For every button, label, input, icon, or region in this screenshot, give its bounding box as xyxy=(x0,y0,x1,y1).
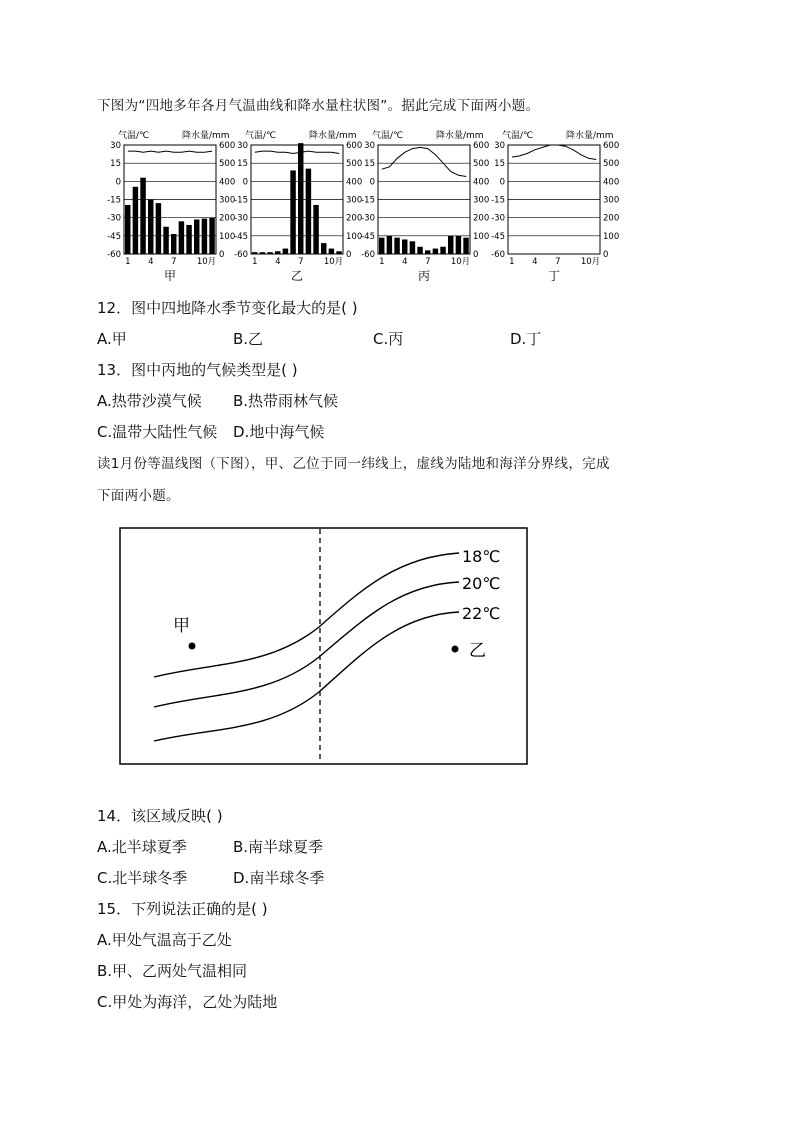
precip-bar xyxy=(402,239,407,254)
precip-bar xyxy=(329,249,334,254)
temp-tick: 0 xyxy=(242,177,248,188)
isotherm-20 xyxy=(154,582,459,707)
precip-bar xyxy=(440,247,445,254)
isotherm-18 xyxy=(154,553,459,677)
temp-tick: -30 xyxy=(491,213,505,224)
x-tick: 4 xyxy=(148,257,154,267)
q12-stem: 12．图中四地降水季节变化最大的是( ) xyxy=(97,299,358,317)
precip-bar xyxy=(321,243,326,254)
precip-bar xyxy=(171,234,176,254)
temp-tick: -60 xyxy=(107,250,121,260)
precip-bar xyxy=(125,205,130,254)
point-yi xyxy=(452,646,459,653)
precip-axis-label: 降水量/mm xyxy=(309,131,357,141)
precip-bar xyxy=(290,170,295,254)
precip-axis-label: 降水量/mm xyxy=(436,131,484,141)
precip-bar xyxy=(313,205,318,254)
climate-charts xyxy=(0,0,794,290)
temp-tick: 0 xyxy=(369,177,375,188)
temp-tick: 0 xyxy=(499,177,505,188)
temp-tick: -30 xyxy=(107,213,121,224)
precip-bar xyxy=(163,227,168,254)
precip-tick: 100 xyxy=(603,231,620,242)
precip-tick: 200 xyxy=(603,213,620,224)
precip-bar xyxy=(156,203,161,254)
precip-tick: 400 xyxy=(603,177,620,188)
temp-axis-label: 气温/℃ xyxy=(502,131,534,141)
precip-tick: 500 xyxy=(346,159,363,170)
precip-tick: 600 xyxy=(473,141,490,151)
temp-line xyxy=(382,147,466,176)
point-jia xyxy=(189,643,196,650)
x-tick: 4 xyxy=(275,257,281,267)
q15-option-b[interactable]: B.甲、乙两处气温相同 xyxy=(97,962,248,980)
temp-tick: 15 xyxy=(494,159,505,170)
precip-tick: 500 xyxy=(219,159,236,170)
label-18c: 18℃ xyxy=(462,547,501,566)
q12-option-b[interactable]: B.乙 xyxy=(233,330,264,348)
precip-bar xyxy=(463,238,468,254)
chart-name: 甲 xyxy=(163,269,177,283)
q14-option-c[interactable]: C.北半球冬季 xyxy=(97,869,188,887)
q13-option-d[interactable]: D.地中海气候 xyxy=(233,423,325,441)
x-tick: 10月 xyxy=(580,257,601,267)
precip-tick: 0 xyxy=(346,250,352,260)
precip-tick: 200 xyxy=(219,213,236,224)
temp-line xyxy=(512,145,596,160)
chart-name: 丙 xyxy=(417,269,431,283)
temp-line xyxy=(255,151,339,153)
temp-tick: -60 xyxy=(234,250,248,260)
x-tick: 1 xyxy=(379,257,385,267)
q12-option-d[interactable]: D.丁 xyxy=(510,330,542,348)
precip-bar xyxy=(394,238,399,254)
label-22c: 22℃ xyxy=(462,604,501,623)
temp-tick: -15 xyxy=(491,195,505,206)
precip-tick: 300 xyxy=(346,195,363,206)
temp-tick: 30 xyxy=(364,141,375,151)
q14-stem: 14．该区域反映( ) xyxy=(97,807,223,825)
precip-tick: 400 xyxy=(473,177,490,188)
q14-option-d[interactable]: D.南半球冬季 xyxy=(233,869,325,887)
precip-bar xyxy=(267,252,272,254)
precip-bar xyxy=(186,225,191,254)
chart-name: 丁 xyxy=(547,269,561,283)
x-tick: 7 xyxy=(555,257,561,267)
precip-tick: 300 xyxy=(603,195,620,206)
temp-tick: 30 xyxy=(110,141,121,151)
precip-bar xyxy=(410,241,415,254)
q13-option-a[interactable]: A.热带沙漠气候 xyxy=(97,392,202,410)
x-tick: 1 xyxy=(252,257,258,267)
x-tick: 1 xyxy=(125,257,131,267)
q14-option-a[interactable]: A.北半球夏季 xyxy=(97,838,187,856)
precip-tick: 600 xyxy=(603,141,620,151)
label-20c: 20℃ xyxy=(462,574,501,593)
precip-bar xyxy=(209,218,214,254)
q15-stem: 15．下列说法正确的是( ) xyxy=(97,900,268,918)
q13-option-c[interactable]: C.温带大陆性气候 xyxy=(97,423,218,441)
q15-option-a[interactable]: A.甲处气温高于乙处 xyxy=(97,931,232,949)
precip-bar xyxy=(194,219,199,254)
temp-tick: 30 xyxy=(237,141,248,151)
precip-bar xyxy=(425,250,430,254)
temp-tick: -45 xyxy=(361,231,375,242)
precip-tick: 100 xyxy=(346,231,363,242)
x-tick: 7 xyxy=(425,257,431,267)
precip-bar xyxy=(148,200,153,255)
temp-tick: -60 xyxy=(361,250,375,260)
q12-option-c[interactable]: C.丙 xyxy=(373,330,404,348)
x-tick: 4 xyxy=(402,257,408,267)
precip-bar xyxy=(179,221,184,254)
chart-name: 乙 xyxy=(290,269,304,283)
precip-bar xyxy=(379,238,384,254)
x-tick: 10月 xyxy=(196,257,217,267)
q13-option-b[interactable]: B.热带雨林气候 xyxy=(233,392,339,410)
precip-bar xyxy=(260,252,265,254)
temp-tick: 15 xyxy=(110,159,121,170)
x-tick: 7 xyxy=(298,257,304,267)
precip-tick: 200 xyxy=(346,213,363,224)
precip-bar xyxy=(387,236,392,254)
precip-bar xyxy=(306,169,311,254)
precip-bar xyxy=(133,187,138,254)
x-tick: 10月 xyxy=(323,257,344,267)
temp-tick: -60 xyxy=(491,250,505,260)
x-tick: 1 xyxy=(509,257,515,267)
precip-axis-label: 降水量/mm xyxy=(182,131,230,141)
precip-tick: 600 xyxy=(219,141,236,151)
precip-tick: 500 xyxy=(473,159,490,170)
precip-axis-label: 降水量/mm xyxy=(566,131,614,141)
precip-bar xyxy=(298,143,303,254)
temp-tick: -30 xyxy=(361,213,375,224)
temp-axis-label: 气温/℃ xyxy=(245,131,277,141)
precip-tick: 400 xyxy=(219,177,236,188)
q14-option-b[interactable]: B.南半球夏季 xyxy=(233,838,324,856)
precip-tick: 500 xyxy=(603,159,620,170)
q15-option-c[interactable]: C.甲处为海洋，乙处为陆地 xyxy=(97,993,278,1011)
intro2-line2: 下面两小题。 xyxy=(97,488,180,504)
precip-tick: 0 xyxy=(603,250,609,260)
q12-option-a[interactable]: A.甲 xyxy=(97,330,127,348)
point-label-yi: 乙 xyxy=(469,641,486,661)
precip-tick: 300 xyxy=(219,195,236,206)
precip-tick: 0 xyxy=(473,250,479,260)
isotherm-22 xyxy=(154,612,459,741)
temp-tick: -15 xyxy=(361,195,375,206)
temp-tick: 30 xyxy=(494,141,505,151)
temp-tick: -45 xyxy=(107,231,121,242)
intro-text: 下图为“四地多年各月气温曲线和降水量柱状图”。据此完成下面两小题。 xyxy=(97,98,540,114)
precip-tick: 0 xyxy=(219,250,225,260)
temp-tick: 0 xyxy=(115,177,121,188)
q13-stem: 13．图中丙地的气候类型是( ) xyxy=(97,361,298,379)
precip-bar xyxy=(448,236,453,254)
temp-tick: 15 xyxy=(364,159,375,170)
temp-axis-label: 气温/℃ xyxy=(118,131,150,141)
x-tick: 7 xyxy=(171,257,177,267)
x-tick: 10月 xyxy=(450,257,471,267)
precip-bar xyxy=(283,249,288,254)
precip-bar xyxy=(433,249,438,254)
temp-tick: -30 xyxy=(234,213,248,224)
precip-bar xyxy=(417,247,422,254)
temp-tick: -15 xyxy=(234,195,248,206)
precip-bar xyxy=(252,252,257,254)
isotherm-map xyxy=(119,527,529,767)
x-tick: 4 xyxy=(532,257,538,267)
precip-bar xyxy=(202,219,207,254)
temp-tick: -45 xyxy=(491,231,505,242)
precip-tick: 100 xyxy=(219,231,236,242)
temp-tick: -15 xyxy=(107,195,121,206)
temp-axis-label: 气温/℃ xyxy=(372,131,404,141)
intro2-line1: 读1月份等温线图（下图），甲、乙位于同一纬线上，虚线为陆地和海洋分界线，完成 xyxy=(97,456,610,472)
precip-bar xyxy=(336,251,341,254)
temp-line xyxy=(128,151,212,152)
temp-tick: -45 xyxy=(234,231,248,242)
precip-tick: 600 xyxy=(346,141,363,151)
precip-tick: 400 xyxy=(346,177,363,188)
precip-bar xyxy=(456,236,461,254)
precip-tick: 200 xyxy=(473,213,490,224)
precip-tick: 300 xyxy=(473,195,490,206)
point-label-jia: 甲 xyxy=(173,616,190,636)
temp-tick: 15 xyxy=(237,159,248,170)
precip-bar xyxy=(275,251,280,254)
precip-bar xyxy=(140,178,145,254)
precip-tick: 100 xyxy=(473,231,490,242)
